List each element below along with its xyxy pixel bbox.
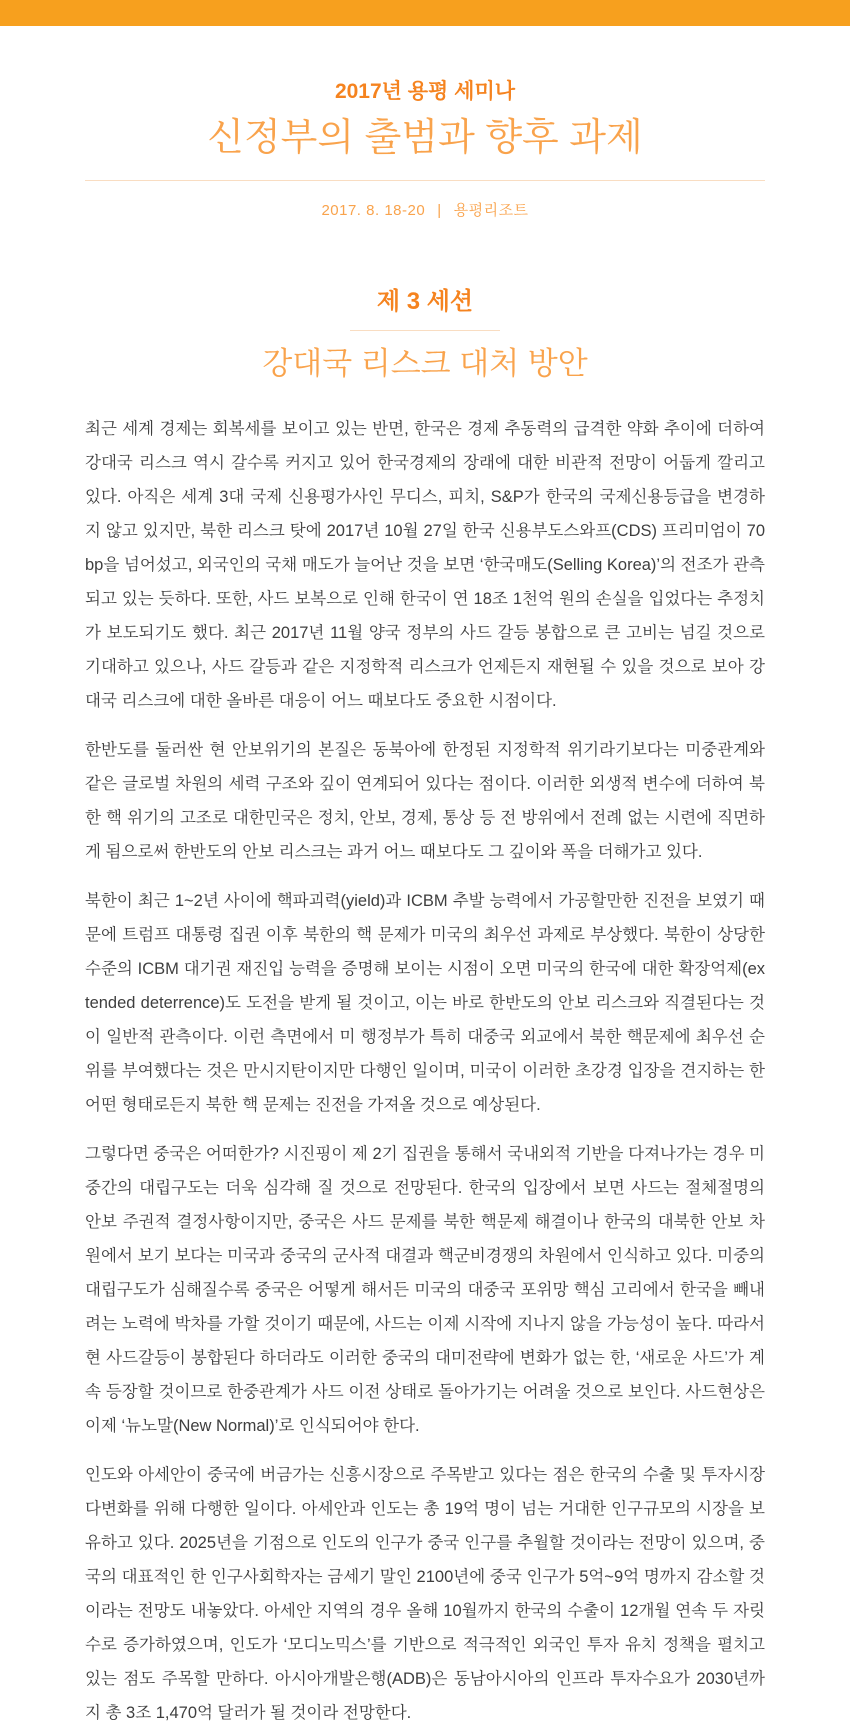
session-divider bbox=[350, 330, 500, 331]
paragraph-4: 그렇다면 중국은 어떠한가? 시진핑이 제 2기 집권을 통해서 국내외적 기반을 다져나가는 경우 미중간의 대립구도는 더욱 심각해 질 것으로 전망된다. 한국의 입장에서 보면 사드는 절체절명의 안보 주권적 결정사항이지만, 중국은 사드 문제를 북한 핵문제 해결이나 한국의 대북한 안보 차원에서 보기 보다는 미국과 중국의 군사적 대결과 핵군비경쟁의 차원에서 인식하고 있다. 미중의 대립구도가 심해질수록 중국은 어떻게 해서든 미국의 대중국 포위망 핵심 고리에서 한국을 빼내려는 노력에 박차를 가할 것이기 때문에, 사드는 이제 시작에 지나지 않을 가능성이 높다. 따라서 현 사드갈등이 봉합된다 하더라도 이러한 중국의 대미전략에 변화가 없는 한, ‘새로운 사드’가 계속 등장할 것이므로 한중관계가 사드 이전 상태로 돌아가기는 어려울 것으로 보인다. 사드현상은 이제 ‘뉴노말(New Normal)’로 인식되어야 한다. bbox=[85, 1145, 765, 1435]
date-venue-separator: | bbox=[437, 202, 442, 219]
session-label: 제 3 세션 bbox=[376, 288, 474, 315]
top-accent-bar bbox=[0, 0, 850, 26]
event-venue: 용평리조트 bbox=[453, 202, 529, 219]
event-date: 2017. 8. 18-20 bbox=[321, 202, 426, 219]
seminar-label: 2017년 용평 세미나 bbox=[334, 80, 516, 103]
paragraph-2: 한반도를 둘러싼 현 안보위기의 본질은 동북아에 한정된 지정학적 위기라기보다는 미중관계와 같은 글로벌 차원의 세력 구조와 깊이 연계되어 있다는 점이다. 이러한 외생적 변수에 더하여 북한 핵 위기의 고조로 대한민국은 정치, 안보, 경제, 통상 등 전 방위에서 전례 없는 시련에 직면하게 됨으로써 한반도의 안보 리스크는 과거 어느 때보다도 그 깊이와 폭을 더해가고 있다. bbox=[85, 741, 765, 861]
article-body bbox=[85, 412, 765, 1730]
header-divider bbox=[85, 180, 765, 181]
date-venue-line bbox=[0, 199, 850, 220]
document-header bbox=[0, 26, 850, 220]
paragraph-3: 북한이 최근 1~2년 사이에 핵파괴력(yield)과 ICBM 추발 능력에서 가공할만한 진전을 보였기 때문에 트럼프 대통령 집권 이후 북한의 핵 문제가 미국의 최우선 과제로 부상했다. 북한이 상당한 수준의 ICBM 대기권 재진입 능력을 증명해 보이는 시점이 오면 미국의 한국에 대한 확장억제(extended deterrence)도 도전을 받게 될 것이고, 이는 바로 한반도의 안보 리스크와 직결된다는 것이 일반적 관측이다. 이런 측면에서 미 행정부가 특히 대중국 외교에서 북한 핵문제에 최우선 순위를 부여했다는 것은 만시지탄이지만 다행인 일이며, 미국이 이러한 초강경 입장을 견지하는 한 어떤 형태로든지 북한 핵 문제는 진전을 가져올 것으로 예상된다. bbox=[85, 892, 765, 1114]
document-title: 신정부의 출범과 향후 과제 bbox=[207, 117, 643, 159]
session-header bbox=[0, 288, 850, 382]
paragraph-5: 인도와 아세안이 중국에 버금가는 신흥시장으로 주목받고 있다는 점은 한국의 수출 및 투자시장 다변화를 위해 다행한 일이다. 아세안과 인도는 총 19억 명이 넘는 거대한 인구규모의 시장을 보유하고 있다. 2025년을 기점으로 인도의 인구가 중국 인구를 추월할 것이라는 전망이 있으며, 중국의 대표적인 한 인구사회학자는 금세기 말인 2100년에 중국 인구가 5억~9억 명까지 감소할 것이라는 전망도 내놓았다. 아세안 지역의 경우 올해 10월까지 한국의 수출이 12개월 연속 두 자릿수로 증가하였으며, 인도가 ‘모디노믹스’를 기반으로 적극적인 외국인 투자 유치 정책을 펼치고 있는 점도 주목할 만하다. 아시아개발은행(ADB)은 동남아시아의 인프라 투자수요가 2030년까지 총 3조 1,470억 달러가 될 것이라 전망한다. bbox=[85, 1466, 765, 1722]
paragraph-1: 최근 세계 경제는 회복세를 보이고 있는 반면, 한국은 경제 추동력의 급격한 약화 추이에 더하여 강대국 리스크 역시 갈수록 커지고 있어 한국경제의 장래에 대한 비관적 전망이 어둡게 깔리고 있다. 아직은 세계 3대 국제 신용평가사인 무디스, 피치, S&P가 한국의 국제신용등급을 변경하지 않고 있지만, 북한 리스크 탓에 2017년 10월 27일 한국 신용부도스와프(CDS) 프리미엄이 70bp을 넘어섰고, 외국인의 국채 매도가 늘어난 것을 보면 ‘한국매도(Selling Korea)’의 전조가 관측되고 있는 듯하다. 또한, 사드 보복으로 인해 한국이 연 18조 1천억 원의 손실을 입었다는 추정치가 보도되기도 했다. 최근 2017년 11월 양국 정부의 사드 갈등 봉합으로 큰 고비는 넘길 것으로 기대하고 있으나, 사드 갈등과 같은 지정학적 리스크가 언제든지 재현될 수 있을 것으로 보아 강대국 리스크에 대한 올바른 대응이 어느 때보다도 중요한 시점이다. bbox=[85, 420, 765, 710]
session-title: 강대국 리스크 대처 방안 bbox=[262, 346, 588, 381]
